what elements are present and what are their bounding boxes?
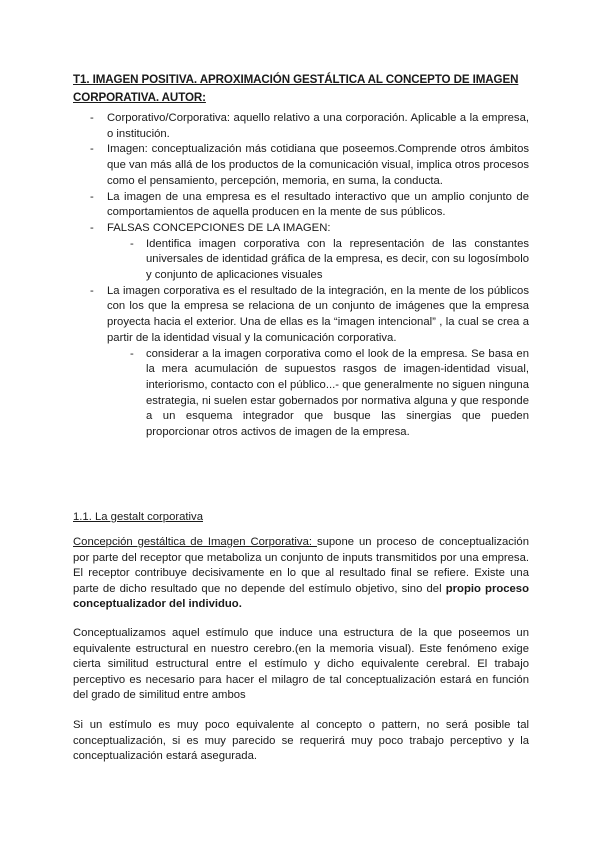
list-item-text: La imagen corporativa es el resultado de la integración, en la mente de los públicos con los que la empresa se relaciona de un conjunto de imágenes que la empresa proyecta hacia el exterior. Una de ellas es la “imagen intencional” , la cual se crea a partir de la identidad visual y la comunicación corporativa. bbox=[107, 284, 529, 344]
bullet-marker: - bbox=[130, 347, 134, 360]
paragraph-gestalt-concept bbox=[73, 535, 529, 613]
document-title: T1. IMAGEN POSITIVA. APROXIMACIÓN GESTÁLTICA AL CONCEPTO DE IMAGEN CORPORATIVA. AUTOR: bbox=[73, 73, 519, 104]
list-item bbox=[73, 190, 529, 221]
paragraph-emphasis: propio proceso conceptualizador del individuo. bbox=[73, 582, 529, 611]
bullet-list bbox=[73, 111, 529, 441]
paragraph-body: supone un proceso de conceptualización por parte del receptor que metaboliza un conjunto de inputs transmitidos por una empresa. El receptor contribuye decisivamente en lo que al resultado final se refiere. Existe una parte de dicho resultado que no depende del estímulo objetivo, sino del bbox=[73, 536, 529, 595]
list-item-text: FALSAS CONCEPCIONES DE LA IMAGEN: bbox=[107, 221, 331, 234]
sub-list-item bbox=[73, 347, 529, 441]
list-item bbox=[73, 284, 529, 347]
list-item-text: Corporativo/Corporativa: aquello relativo a una corporación. Aplicable a la empresa, o institución. bbox=[107, 112, 529, 140]
list-item-text: Imagen: conceptualización más cotidiana que poseemos.Comprende otros ámbitos que van más allá de los productos de la comunicación visual, implica otros procesos como el pensamiento, percepción, memoria, en suma, la conducta. bbox=[107, 143, 529, 187]
bullet-marker: - bbox=[90, 143, 94, 156]
bullet-marker: - bbox=[90, 221, 94, 234]
bullet-marker: - bbox=[90, 284, 94, 297]
list-item-text: Identifica imagen corporativa con la representación de las constantes universales de identidad gráfica de la empresa, es decir, con su logosímbolo y conjunto de aplicaciones visuales bbox=[146, 237, 529, 282]
bullet-marker: - bbox=[90, 190, 94, 203]
list-item bbox=[73, 142, 529, 189]
paragraph-conceptualization: Conceptualizamos aquel estímulo que induce una estructura de la que poseemos un equivalente estructural en nuestro cerebro.(en la memoria visual). Este fenómeno exige cierta similitud estructural entre el estímulo y dicho equivalente cerebral. El trabajo perceptivo es necesario para hacer el milagro de tal conceptualización estará en función del grado de similitud entre ambos bbox=[73, 627, 529, 702]
section-heading: 1.1. La gestalt corporativa bbox=[73, 511, 203, 523]
list-item bbox=[73, 111, 529, 142]
bullet-marker: - bbox=[90, 112, 94, 124]
list-item bbox=[73, 221, 529, 237]
paragraph-equivalence: Si un estímulo es muy poco equivalente al concepto o pattern, no será posible tal conceptualización, si es muy parecido se requerirá muy poco trabajo perceptivo y la conceptualización estará asegurada. bbox=[73, 719, 529, 763]
bullet-marker: - bbox=[130, 237, 134, 250]
sub-list-item bbox=[73, 237, 529, 284]
list-item-text: considerar a la imagen corporativa como el look de la empresa. Se basa en la mera acumulación de supuestos rasgos de imagen-identidad visual, interiorismo, contacto con el público...- que generalmente no siguen ninguna estrategia, ni suelen estar gobernados por normativa alguna y que responde a un esquema integrador que busque las sinergias que pueden proporcionar otros activos de imagen de la empresa. bbox=[146, 347, 529, 439]
list-item-text: La imagen de una empresa es el resultado interactivo que un amplio conjunto de comportamientos de aquella producen en la mente de sus públicos. bbox=[107, 190, 529, 219]
paragraph-lead: Concepción gestáltica de Imagen Corporativa: bbox=[73, 536, 317, 548]
